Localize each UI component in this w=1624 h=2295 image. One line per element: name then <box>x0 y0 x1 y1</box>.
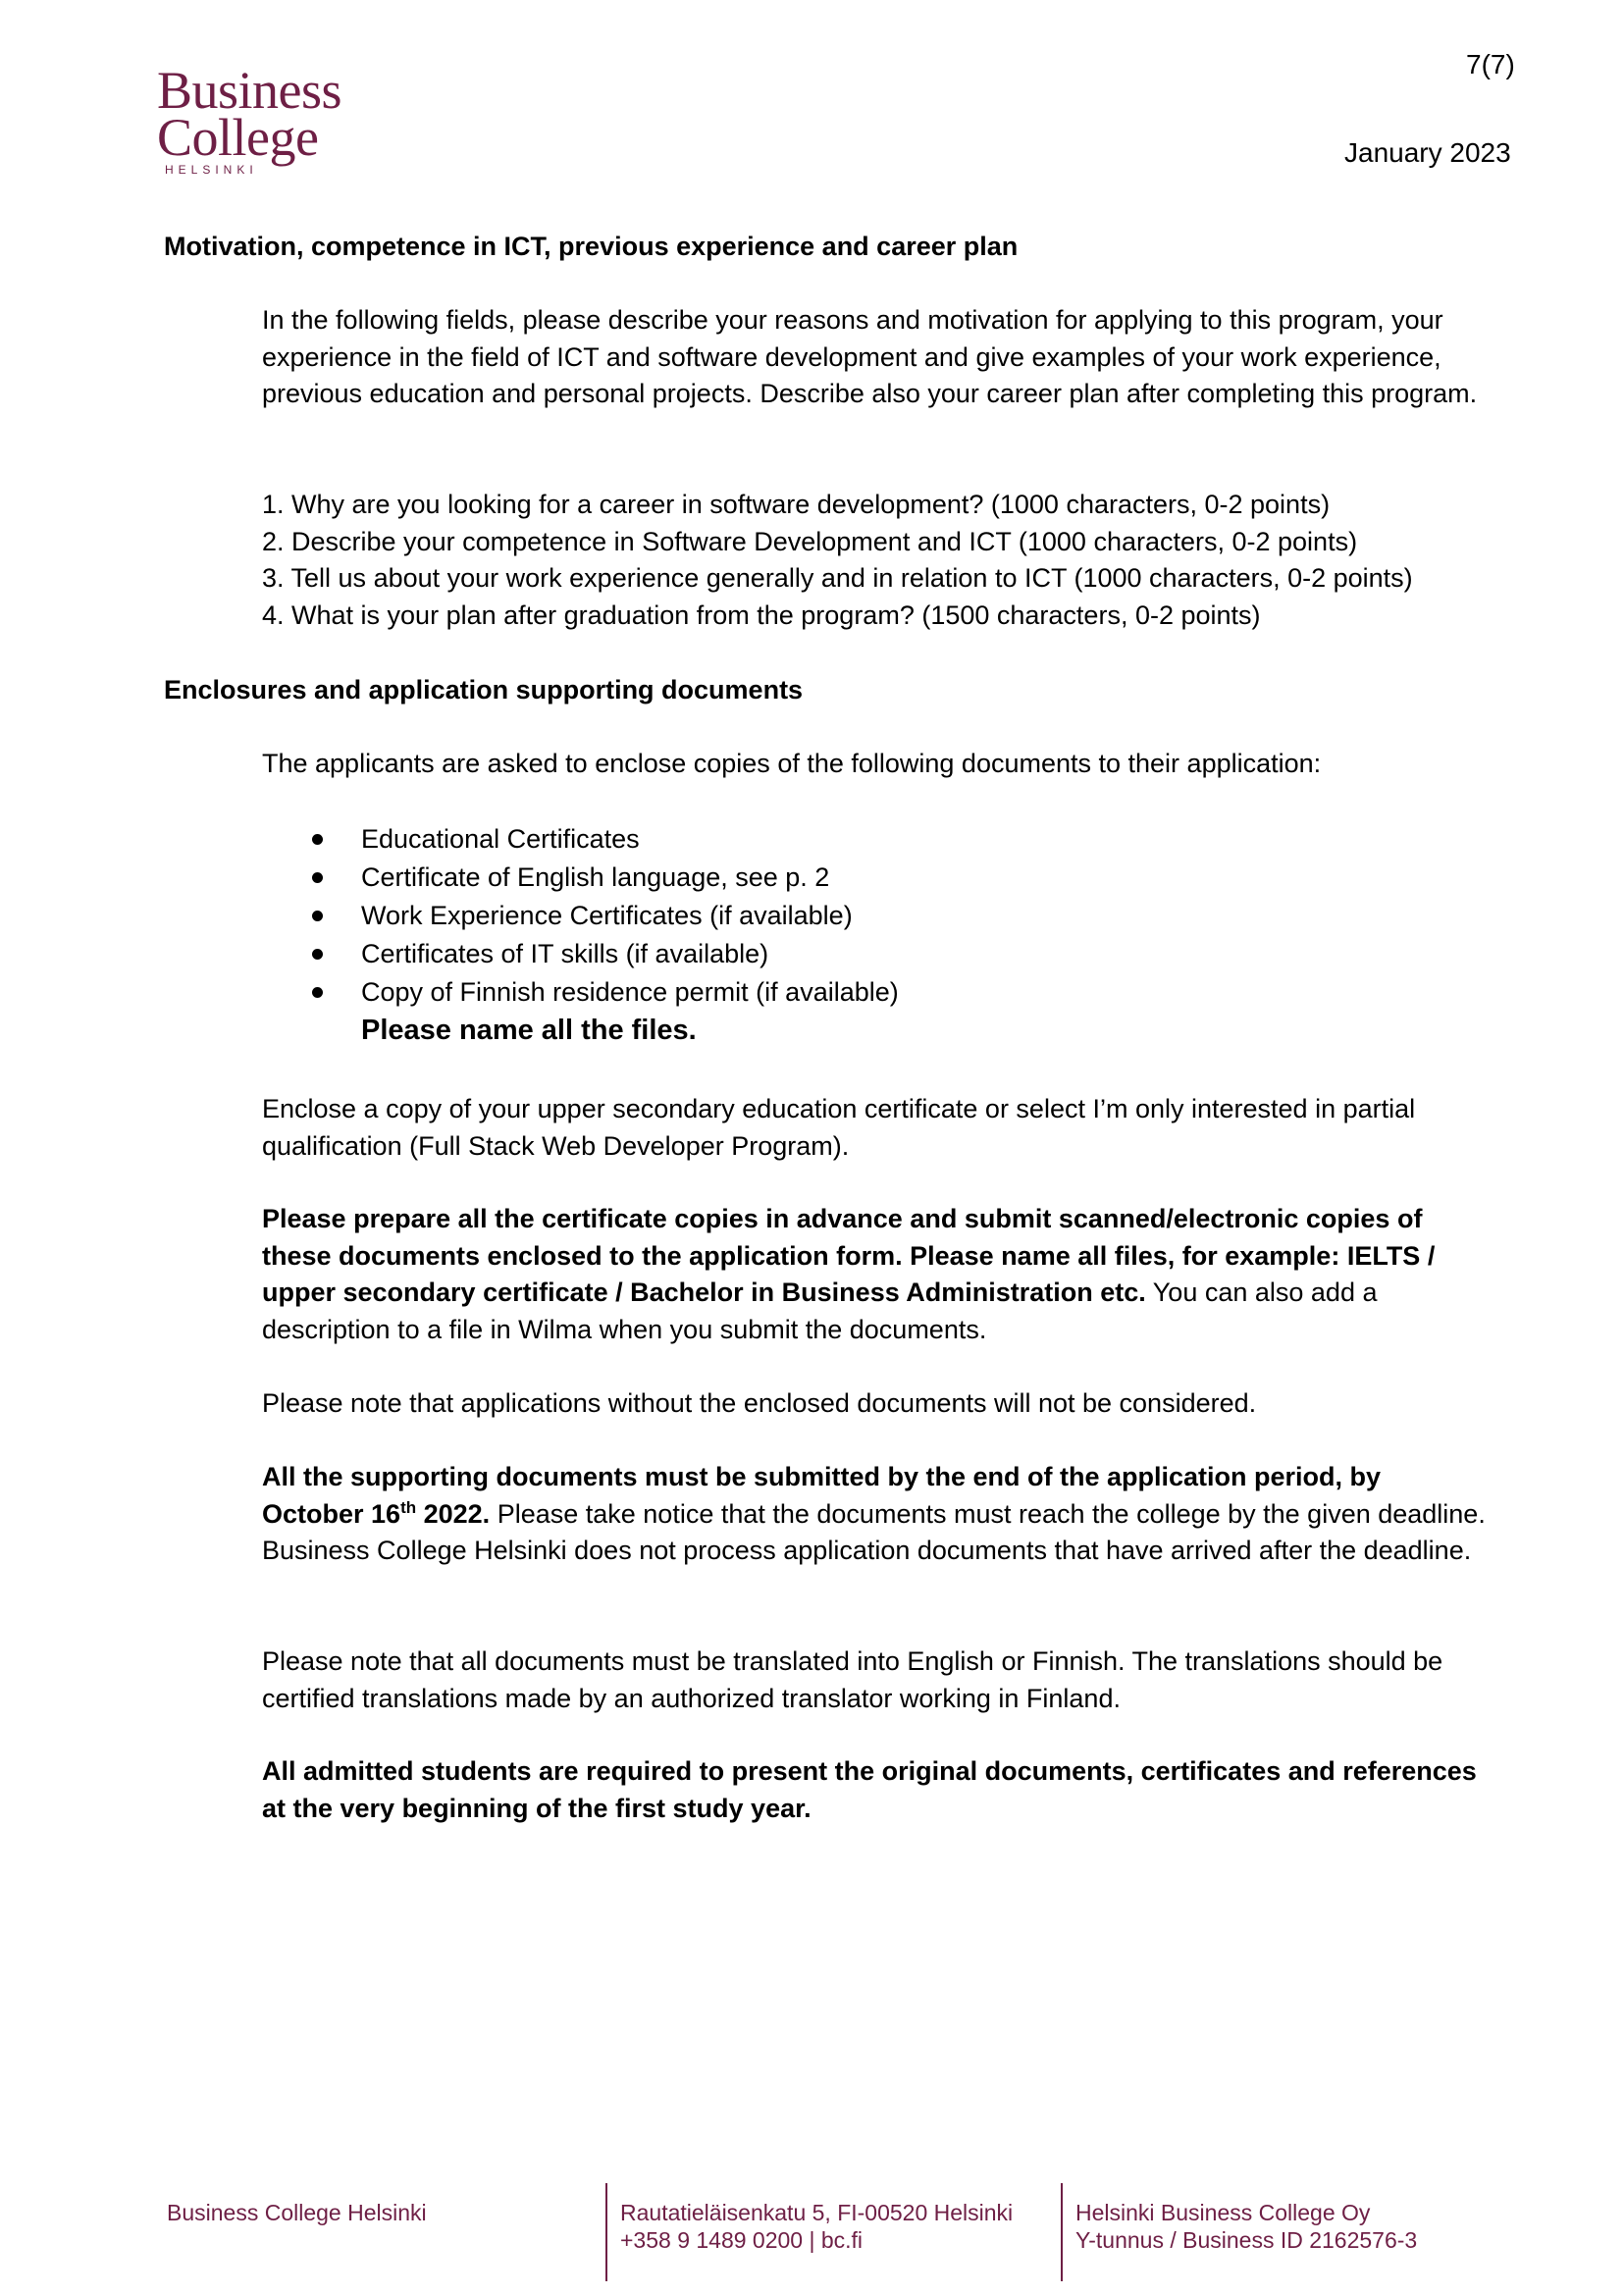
motivation-intro: In the following fields, please describe your reasons and motivation for applying to this program, your experience in the field of ICT and software development and give examples of your work experience, previous education and personal projects. Describe also your career plan after completing this program. <box>262 305 1478 408</box>
footer-address-block <box>620 2199 1013 2254</box>
footer-company: Helsinki Business College Oy <box>1075 2200 1371 2225</box>
enclosures-intro: The applicants are asked to enclose copies of the following documents to their application: <box>262 749 1322 778</box>
document-label: Copy of Finnish residence permit (if available) <box>361 977 899 1007</box>
prepare-bold-text: Please prepare all the certificate copies in advance and submit scanned/electronic copies of these documents enclosed to the application form. Please name all files, for example: IELTS / upper secondary certificate / Bachelor in Business Administration etc. <box>262 1204 1436 1307</box>
footer-address: Rautatieläisenkatu 5, FI-00520 Helsinki <box>620 2200 1014 2225</box>
footer-business-id: Y-tunnus / Business ID 2162576-3 <box>1075 2227 1418 2253</box>
bullet-icon <box>312 834 323 845</box>
deadline-bold-a: All the supporting documents must be submitted by the end of the application period, by October 16 <box>262 1462 1382 1529</box>
document-label: Work Experience Certificates (if available) <box>361 901 853 930</box>
page-number: 7(7) <box>1466 49 1515 79</box>
bullet-icon <box>312 949 323 960</box>
section-heading-motivation: Motivation, competence in ICT, previous experience and career plan <box>164 232 1019 261</box>
logo-line-business: Business <box>157 61 342 120</box>
upper-secondary-paragraph: Enclose a copy of your upper secondary education certificate or select I’m only interested in partial qualification (Full Stack Web Developer Program). <box>262 1094 1416 1161</box>
name-files-note: Please name all the files. <box>361 1015 697 1046</box>
question-item: 4. What is your plan after graduation from the program? (1500 characters, 0-2 points) <box>262 600 1261 630</box>
document-label: Educational Certificates <box>361 824 640 854</box>
page-footer <box>0 2183 1624 2291</box>
footer-name: Business College Helsinki <box>167 2200 427 2225</box>
logo-line-college: College <box>157 108 319 167</box>
bullet-icon <box>312 872 323 883</box>
deadline-paragraph <box>262 1459 1489 1570</box>
business-college-logo <box>157 61 342 177</box>
document-label: Certificate of English language, see p. 2 <box>361 862 830 892</box>
logo-line-helsinki: HELSINKI <box>165 163 258 177</box>
document-label: Certificates of IT skills (if available) <box>361 939 769 968</box>
footer-company-block <box>1075 2199 1417 2254</box>
list-item <box>312 973 899 1012</box>
list-item <box>312 859 899 897</box>
list-item <box>312 897 899 935</box>
deadline-superscript: th <box>400 1497 417 1517</box>
section-heading-enclosures: Enclosures and application supporting documents <box>164 675 804 704</box>
prepare-rest-text: You can also add a description to a file in Wilma when you submit the documents. <box>262 1278 1378 1344</box>
document-list <box>312 820 899 1012</box>
list-item <box>312 935 899 973</box>
deadline-rest-text: Please take notice that the documents must reach the college by the given deadline. Business College Helsinki does not process application documents that have arrived after the deadline. <box>262 1498 1486 1565</box>
document-date: January 2023 <box>1344 137 1511 168</box>
translation-note: Please note that all documents must be translated into English or Finnish. The translations should be certified translations made by an authorized translator working in Finland. <box>262 1646 1443 1713</box>
question-item: 1. Why are you looking for a career in software development? (1000 characters, 0-2 points) <box>262 490 1331 519</box>
question-item: 2. Describe your competence in Software Development and ICT (1000 characters, 0-2 points) <box>262 526 1358 556</box>
question-list <box>262 487 1538 634</box>
list-item <box>312 820 899 859</box>
bullet-icon <box>312 987 323 998</box>
deadline-bold-b: 2022. <box>416 1498 491 1529</box>
bullet-icon <box>312 911 323 921</box>
footer-divider <box>1061 2183 1063 2281</box>
footer-divider <box>605 2183 607 2281</box>
admitted-note: All admitted students are required to present the original documents, certificates and references at the very beginning of the first study year. <box>262 1756 1477 1823</box>
considered-note: Please note that applications without the enclosed documents will not be considered. <box>262 1388 1257 1418</box>
question-item: 3. Tell us about your work experience generally and in relation to ICT (1000 characters, 0-2 points) <box>262 563 1413 593</box>
prepare-paragraph <box>262 1201 1489 1348</box>
footer-contact: +358 9 1489 0200 | bc.fi <box>620 2227 864 2253</box>
